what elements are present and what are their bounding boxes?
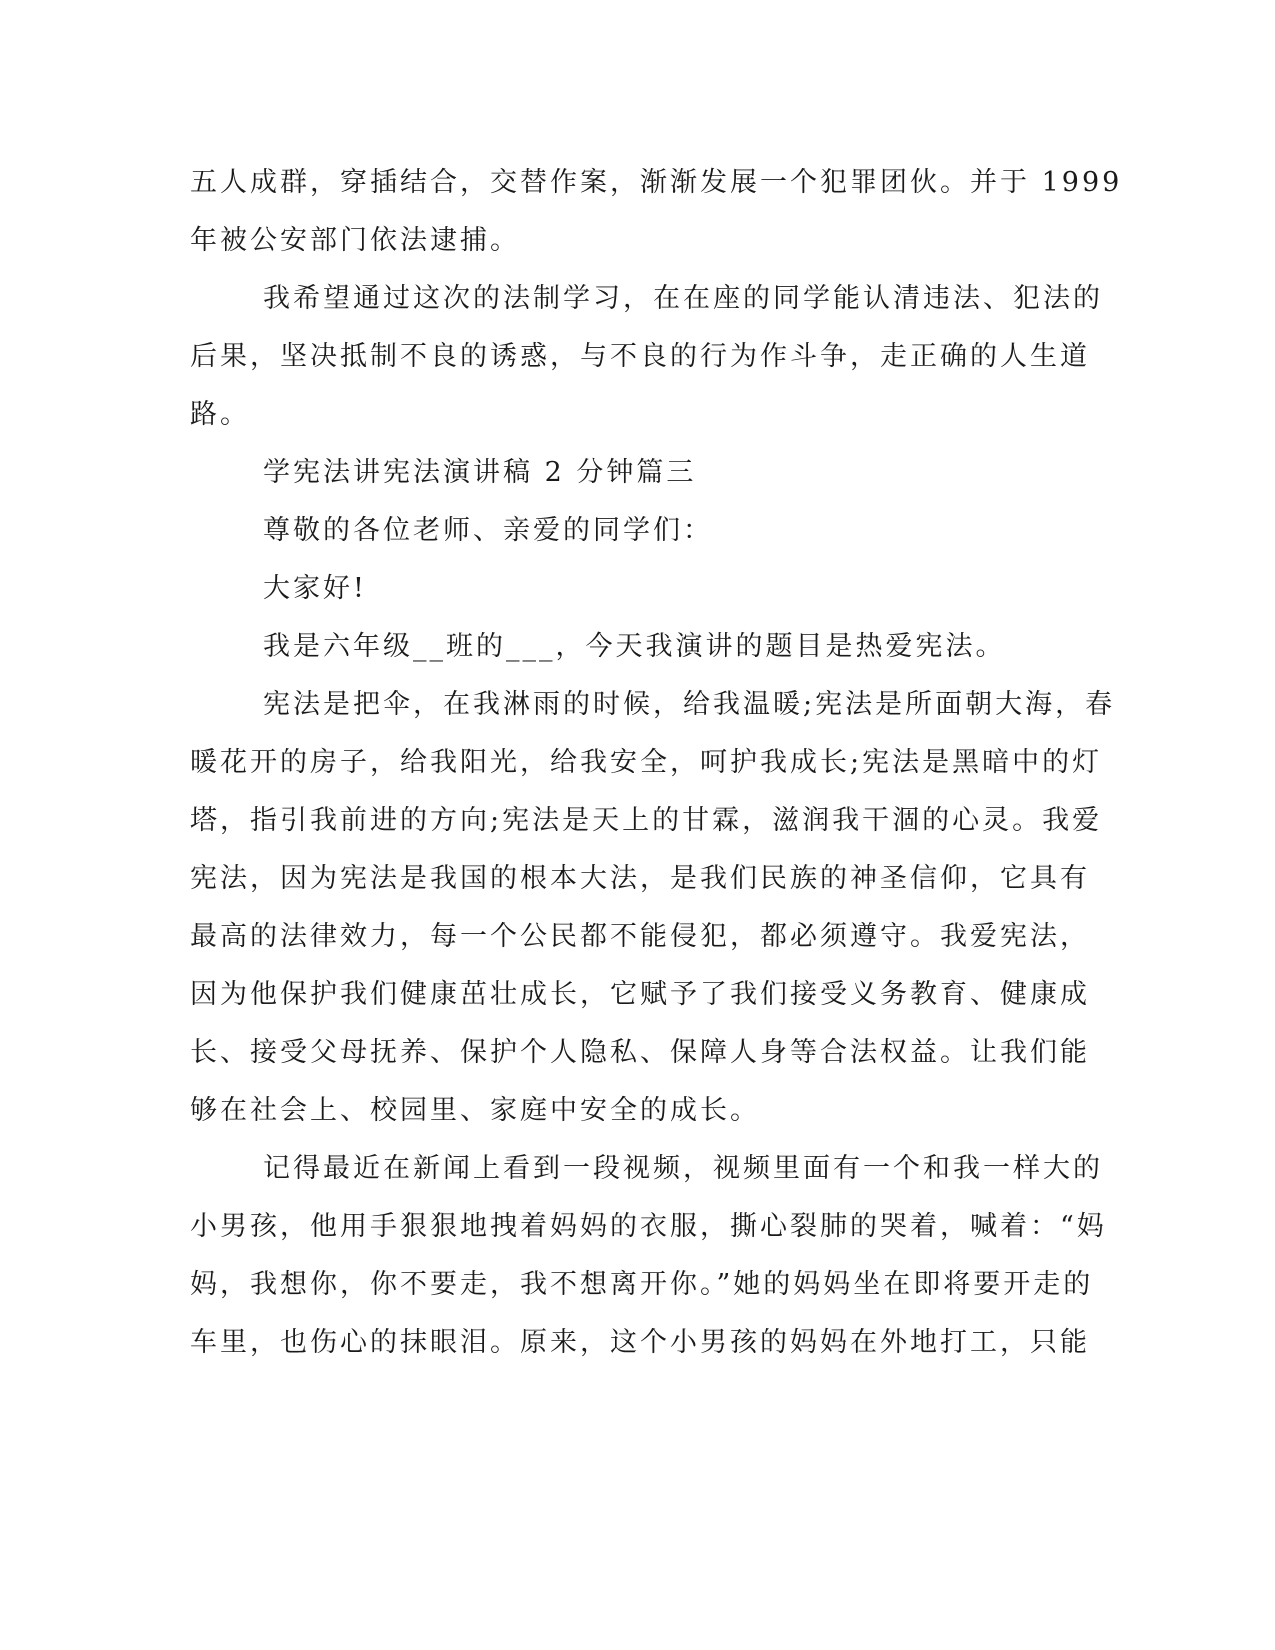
salutation: 尊敬的各位老师、亲爱的同学们： — [263, 515, 713, 546]
paragraph-first-line: 我是六年级__班的___，今天我演讲的题目是热爱宪法。 — [263, 631, 1006, 662]
text-line: 年被公安部门依法逮捕。 — [190, 225, 520, 256]
text-line: 因为他保护我们健康茁壮成长，它赋予了我们接受义务教育、健康成 — [190, 979, 1090, 1010]
text-line: 长、接受父母抚养、保护个人隐私、保障人身等合法权益。让我们能 — [190, 1037, 1090, 1068]
text-line: 路。 — [190, 399, 250, 430]
paragraph-first-line: 宪法是把伞，在我淋雨的时候，给我温暖;宪法是所面朝大海，春 — [263, 689, 1116, 720]
text-line: 妈，我想你，你不要走，我不想离开你。”她的妈妈坐在即将要开走的 — [190, 1269, 1094, 1300]
section-heading: 学宪法讲宪法演讲稿 2 分钟篇三 — [263, 457, 697, 488]
text-line: 塔，指引我前进的方向;宪法是天上的甘霖，滋润我干涸的心灵。我爱 — [190, 805, 1103, 836]
text-line: 车里，也伤心的抹眼泪。原来，这个小男孩的妈妈在外地打工，只能 — [190, 1327, 1090, 1358]
text-line: 暖花开的房子，给我阳光，给我安全，呵护我成长;宪法是黑暗中的灯 — [190, 747, 1103, 778]
paragraph-first-line: 我希望通过这次的法制学习，在在座的同学能认清违法、犯法的 — [263, 283, 1103, 314]
greeting: 大家好! — [263, 573, 367, 604]
text-line: 够在社会上、校园里、家庭中安全的成长。 — [190, 1095, 760, 1126]
text-line: 后果，坚决抵制不良的诱惑，与不良的行为作斗争，走正确的人生道 — [190, 341, 1090, 372]
text-line: 小男孩，他用手狠狠地拽着妈妈的衣服，撕心裂肺的哭着，喊着：“妈 — [190, 1211, 1107, 1242]
text-line: 宪法，因为宪法是我国的根本大法，是我们民族的神圣信仰，它具有 — [190, 863, 1090, 894]
text-line: 最高的法律效力，每一个公民都不能侵犯，都必须遵守。我爱宪法， — [190, 921, 1090, 952]
paragraph-first-line: 记得最近在新闻上看到一段视频，视频里面有一个和我一样大的 — [263, 1153, 1103, 1184]
text-line: 五人成群，穿插结合，交替作案，渐渐发展一个犯罪团伙。并于 1999 — [190, 167, 1123, 198]
